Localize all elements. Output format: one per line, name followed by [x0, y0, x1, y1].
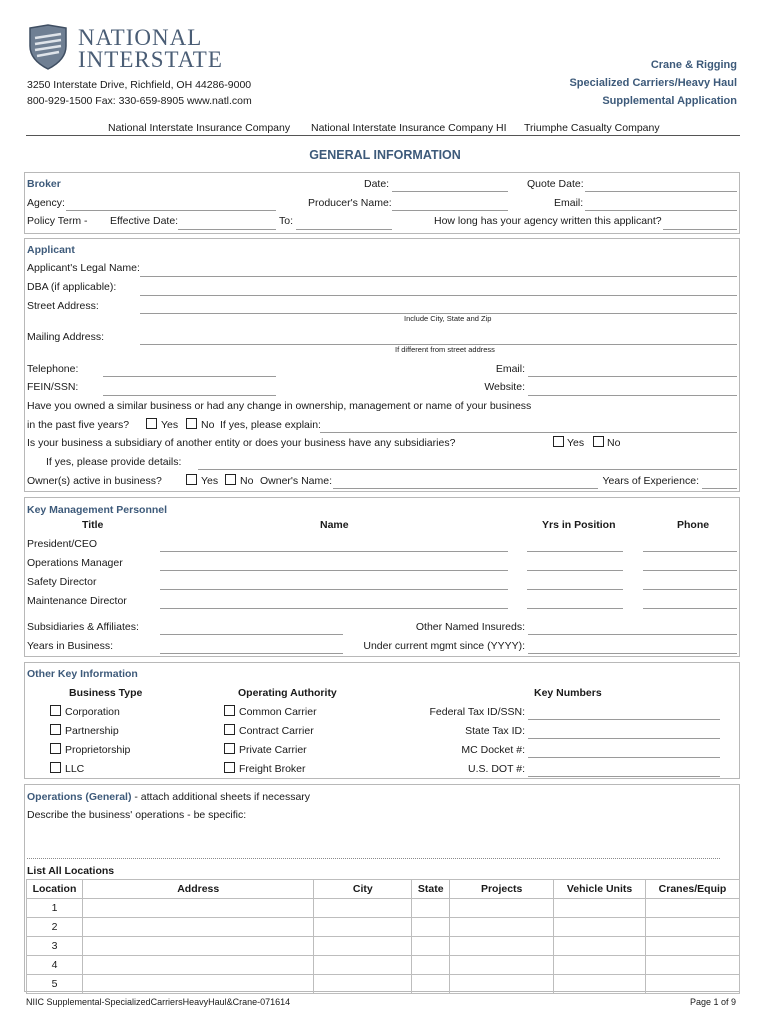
- effective-date-field[interactable]: [178, 229, 276, 230]
- producer-field[interactable]: [392, 210, 508, 211]
- owners-active-no-checkbox[interactable]: [225, 474, 236, 485]
- producer-label: Producer's Name:: [308, 197, 392, 209]
- state-cell[interactable]: [412, 899, 450, 918]
- state-cell[interactable]: [412, 956, 450, 975]
- form-title-3: Supplemental Application: [602, 95, 737, 107]
- personnel-name-field[interactable]: [160, 589, 508, 590]
- operations-heading-title: Operations (General): [27, 791, 132, 803]
- other-insureds-field[interactable]: [528, 634, 737, 635]
- mailing-address-hint: If different from street address: [395, 345, 495, 354]
- subsidiary-no-label: No: [607, 437, 621, 449]
- page-number: Page 1 of 9: [689, 997, 736, 1007]
- list-locations-label: List All Locations: [27, 865, 115, 877]
- projects-cell[interactable]: [450, 937, 554, 956]
- personnel-title: Maintenance Director: [27, 595, 127, 607]
- table-row: [27, 937, 740, 956]
- logo-line2: INTERSTATE: [78, 47, 223, 72]
- projects-cell[interactable]: [450, 918, 554, 937]
- freight-broker-checkbox[interactable]: [224, 762, 235, 773]
- llc-label: LLC: [65, 763, 85, 775]
- location-number: 3: [27, 937, 83, 956]
- city-cell[interactable]: [314, 956, 412, 975]
- ownership-explain-label: If yes, please explain:: [220, 419, 321, 431]
- dba-field[interactable]: [140, 295, 737, 296]
- table-row: [27, 899, 740, 918]
- yes-label: Yes: [161, 419, 179, 431]
- personnel-phone-field[interactable]: [643, 570, 737, 571]
- form-title-2: Specialized Carriers/Heavy Haul: [569, 77, 737, 89]
- table-row: [27, 956, 740, 975]
- table-row: [27, 918, 740, 937]
- company-contact: 800-929-1500 Fax: 330-659-8905 www.natl.com: [27, 95, 252, 107]
- fein-label: FEIN/SSN:: [27, 381, 79, 393]
- cranes-equip-cell[interactable]: [646, 956, 740, 975]
- projects-cell[interactable]: [450, 956, 554, 975]
- personnel-name-field[interactable]: [160, 551, 508, 552]
- personnel-title: Safety Director: [27, 576, 97, 588]
- partnership-label: Partnership: [65, 725, 119, 737]
- us-dot-label: U.S. DOT #:: [468, 763, 525, 775]
- locations-header-row: [27, 880, 740, 899]
- operations-heading-suffix: - attach additional sheets if necessary: [131, 791, 311, 803]
- cranes-equip-cell[interactable]: [646, 899, 740, 918]
- date-label: Date:: [364, 178, 390, 190]
- legal-name-label: Applicant's Legal Name:: [27, 262, 140, 274]
- subsidiary-yes-label: Yes: [567, 437, 585, 449]
- vehicle-units-col-header: Vehicle Units: [554, 880, 646, 899]
- owner-name-field[interactable]: [333, 488, 598, 489]
- federal-tax-id-label: Federal Tax ID/SSN:: [429, 706, 525, 718]
- logo-line1: NATIONAL: [78, 25, 203, 50]
- proprietorship-checkbox[interactable]: [50, 743, 61, 754]
- shield-logo-icon: [26, 24, 70, 70]
- main-heading: GENERAL INFORMATION: [309, 148, 461, 162]
- personnel-phone-field[interactable]: [643, 608, 737, 609]
- city-cell[interactable]: [314, 918, 412, 937]
- other-insureds-label: Other Named Insureds:: [415, 621, 525, 633]
- vehicle-units-cell[interactable]: [554, 918, 646, 937]
- partnership-checkbox[interactable]: [50, 724, 61, 735]
- location-number: 5: [27, 975, 83, 994]
- cranes-equip-cell[interactable]: [646, 975, 740, 994]
- under-mgmt-field[interactable]: [528, 653, 737, 654]
- operations-heading: [27, 792, 310, 803]
- us-dot-field[interactable]: [528, 776, 720, 777]
- applicant-heading: Applicant: [27, 244, 75, 256]
- location-number: 2: [27, 918, 83, 937]
- personnel-yrs-field[interactable]: [527, 570, 623, 571]
- cranes-equip-cell[interactable]: [646, 937, 740, 956]
- llc-checkbox[interactable]: [50, 762, 61, 773]
- subsidiary-yes-checkbox[interactable]: [553, 436, 564, 447]
- col-yrs-header: Yrs in Position: [542, 519, 616, 531]
- policy-term-label: Policy Term -: [27, 215, 88, 227]
- vehicle-units-cell[interactable]: [554, 937, 646, 956]
- personnel-name-field[interactable]: [160, 608, 508, 609]
- broker-email-field[interactable]: [585, 210, 737, 211]
- table-row: [27, 975, 740, 994]
- proprietorship-label: Proprietorship: [65, 744, 131, 756]
- date-field[interactable]: [392, 191, 508, 192]
- to-date-field[interactable]: [296, 229, 392, 230]
- projects-cell[interactable]: [450, 975, 554, 994]
- operations-describe-field[interactable]: [27, 858, 720, 859]
- state-col-header: State: [412, 880, 450, 899]
- website-field[interactable]: [528, 395, 737, 396]
- locations-table: [26, 879, 740, 994]
- subsidiary-question: Is your business a subsidiary of another entity or does your business have any subsidiaries?: [27, 437, 456, 449]
- company-option-3: Triumphe Casualty Company: [524, 122, 660, 134]
- corporation-checkbox[interactable]: [50, 705, 61, 716]
- no-label: No: [201, 419, 215, 431]
- owners-active-question: Owner(s) active in business?: [27, 475, 162, 487]
- agency-tenure-field[interactable]: [663, 229, 737, 230]
- col-name-header: Name: [320, 519, 349, 531]
- location-number: 4: [27, 956, 83, 975]
- years-business-label: Years in Business:: [27, 640, 113, 652]
- personnel-phone-field[interactable]: [643, 551, 737, 552]
- form-id: NIIC Supplemental-SpecializedCarriersHeavyHaul&Crane-071614: [26, 997, 291, 1007]
- dba-label: DBA (if applicable):: [27, 281, 117, 293]
- years-experience-label: Years of Experience:: [602, 475, 699, 487]
- contract-carrier-label: Contract Carrier: [239, 725, 314, 737]
- ownership-explain-field[interactable]: [320, 432, 737, 433]
- state-cell[interactable]: [412, 918, 450, 937]
- cranes-equip-cell[interactable]: [646, 918, 740, 937]
- years-business-field[interactable]: [160, 653, 343, 654]
- subsidiaries-label: Subsidiaries & Affiliates:: [27, 621, 139, 633]
- state-cell[interactable]: [412, 975, 450, 994]
- owners-active-yes-checkbox[interactable]: [186, 474, 197, 485]
- personnel-yrs-field[interactable]: [527, 608, 623, 609]
- personnel-name-field[interactable]: [160, 570, 508, 571]
- applicant-email-field[interactable]: [528, 376, 737, 377]
- personnel-section: [24, 497, 740, 657]
- personnel-yrs-field[interactable]: [527, 589, 623, 590]
- ownership-change-question: Have you owned a similar business or had any change in ownership, management or name of your business: [27, 400, 532, 412]
- vehicle-units-cell[interactable]: [554, 975, 646, 994]
- address-cell[interactable]: [82, 899, 313, 918]
- telephone-field[interactable]: [103, 376, 276, 377]
- applicant-email-label: Email:: [495, 363, 525, 375]
- agency-label: Agency:: [27, 197, 65, 209]
- personnel-yrs-field[interactable]: [527, 551, 623, 552]
- personnel-title: Operations Manager: [27, 557, 123, 569]
- company-address: 3250 Interstate Drive, Richfield, OH 44286-9000: [27, 79, 252, 91]
- owners-active-yes-label: Yes: [201, 475, 219, 487]
- to-label: To:: [279, 215, 294, 227]
- website-label: Website:: [484, 381, 525, 393]
- private-carrier-label: Private Carrier: [239, 744, 307, 756]
- ownership-change-question-cont: in the past five years?: [27, 419, 130, 431]
- city-cell[interactable]: [314, 899, 412, 918]
- form-title-1: Crane & Rigging: [650, 59, 737, 71]
- business-type-header: Business Type: [69, 687, 143, 699]
- corporation-label: Corporation: [65, 706, 120, 718]
- private-carrier-checkbox[interactable]: [224, 743, 235, 754]
- address-col-header: Address: [82, 880, 313, 899]
- cranes-equip-col-header: Cranes/Equip: [646, 880, 740, 899]
- company-option-2: National Interstate Insurance Company HI: [311, 122, 507, 134]
- street-address-label: Street Address:: [27, 300, 99, 312]
- location-col-header: Location: [27, 880, 83, 899]
- ownership-change-yes-checkbox[interactable]: [146, 418, 157, 429]
- broker-heading: Broker: [27, 178, 61, 190]
- address-cell[interactable]: [82, 975, 313, 994]
- mc-docket-field[interactable]: [528, 757, 720, 758]
- city-col-header: City: [314, 880, 412, 899]
- owners-active-no-label: No: [240, 475, 254, 487]
- owner-name-label: Owner's Name:: [260, 475, 333, 487]
- company-option-1: National Interstate Insurance Company: [108, 122, 291, 134]
- ownership-change-no-checkbox[interactable]: [186, 418, 197, 429]
- operating-authority-header: Operating Authority: [238, 687, 337, 699]
- company-logo: [26, 24, 226, 72]
- quote-date-field[interactable]: [585, 191, 737, 192]
- other-info-heading: Other Key Information: [27, 668, 138, 680]
- quote-date-label: Quote Date:: [527, 178, 584, 190]
- vehicle-units-cell[interactable]: [554, 899, 646, 918]
- state-tax-id-field[interactable]: [528, 738, 720, 739]
- street-address-hint: Include City, State and Zip: [404, 314, 492, 323]
- operations-describe-label: Describe the business' operations - be specific:: [27, 809, 247, 821]
- key-numbers-header: Key Numbers: [534, 687, 602, 699]
- under-mgmt-label: Under current mgmt since (YYYY):: [363, 640, 525, 652]
- city-cell[interactable]: [314, 975, 412, 994]
- agency-tenure-label: How long has your agency written this applicant?: [434, 215, 662, 227]
- location-number: 1: [27, 899, 83, 918]
- effective-date-label: Effective Date:: [110, 215, 179, 227]
- common-carrier-checkbox[interactable]: [224, 705, 235, 716]
- address-cell[interactable]: [82, 956, 313, 975]
- broker-email-label: Email:: [554, 197, 584, 209]
- col-phone-header: Phone: [677, 519, 710, 531]
- common-carrier-label: Common Carrier: [239, 706, 317, 718]
- subsidiaries-field[interactable]: [160, 634, 343, 635]
- address-cell[interactable]: [82, 918, 313, 937]
- subsidiary-details-label: If yes, please provide details:: [46, 456, 182, 468]
- contract-carrier-checkbox[interactable]: [224, 724, 235, 735]
- mailing-address-label: Mailing Address:: [27, 331, 105, 343]
- personnel-heading: Key Management Personnel: [27, 504, 168, 516]
- subsidiary-no-checkbox[interactable]: [593, 436, 604, 447]
- agency-field[interactable]: [66, 210, 276, 211]
- address-cell[interactable]: [82, 937, 313, 956]
- projects-cell[interactable]: [450, 899, 554, 918]
- fein-field[interactable]: [103, 395, 276, 396]
- vehicle-units-cell[interactable]: [554, 956, 646, 975]
- header-divider: [26, 135, 740, 136]
- federal-tax-id-field[interactable]: [528, 719, 720, 720]
- personnel-title: President/CEO: [27, 538, 98, 550]
- projects-col-header: Projects: [450, 880, 554, 899]
- telephone-label: Telephone:: [27, 363, 79, 375]
- city-cell[interactable]: [314, 937, 412, 956]
- years-experience-field[interactable]: [702, 488, 737, 489]
- state-cell[interactable]: [412, 937, 450, 956]
- legal-name-field[interactable]: [140, 276, 737, 277]
- mc-docket-label: MC Docket #:: [461, 744, 525, 756]
- subsidiary-details-field[interactable]: [198, 469, 737, 470]
- freight-broker-label: Freight Broker: [239, 763, 306, 775]
- col-title-header: Title: [82, 519, 104, 531]
- personnel-phone-field[interactable]: [643, 589, 737, 590]
- state-tax-id-label: State Tax ID:: [465, 725, 525, 737]
